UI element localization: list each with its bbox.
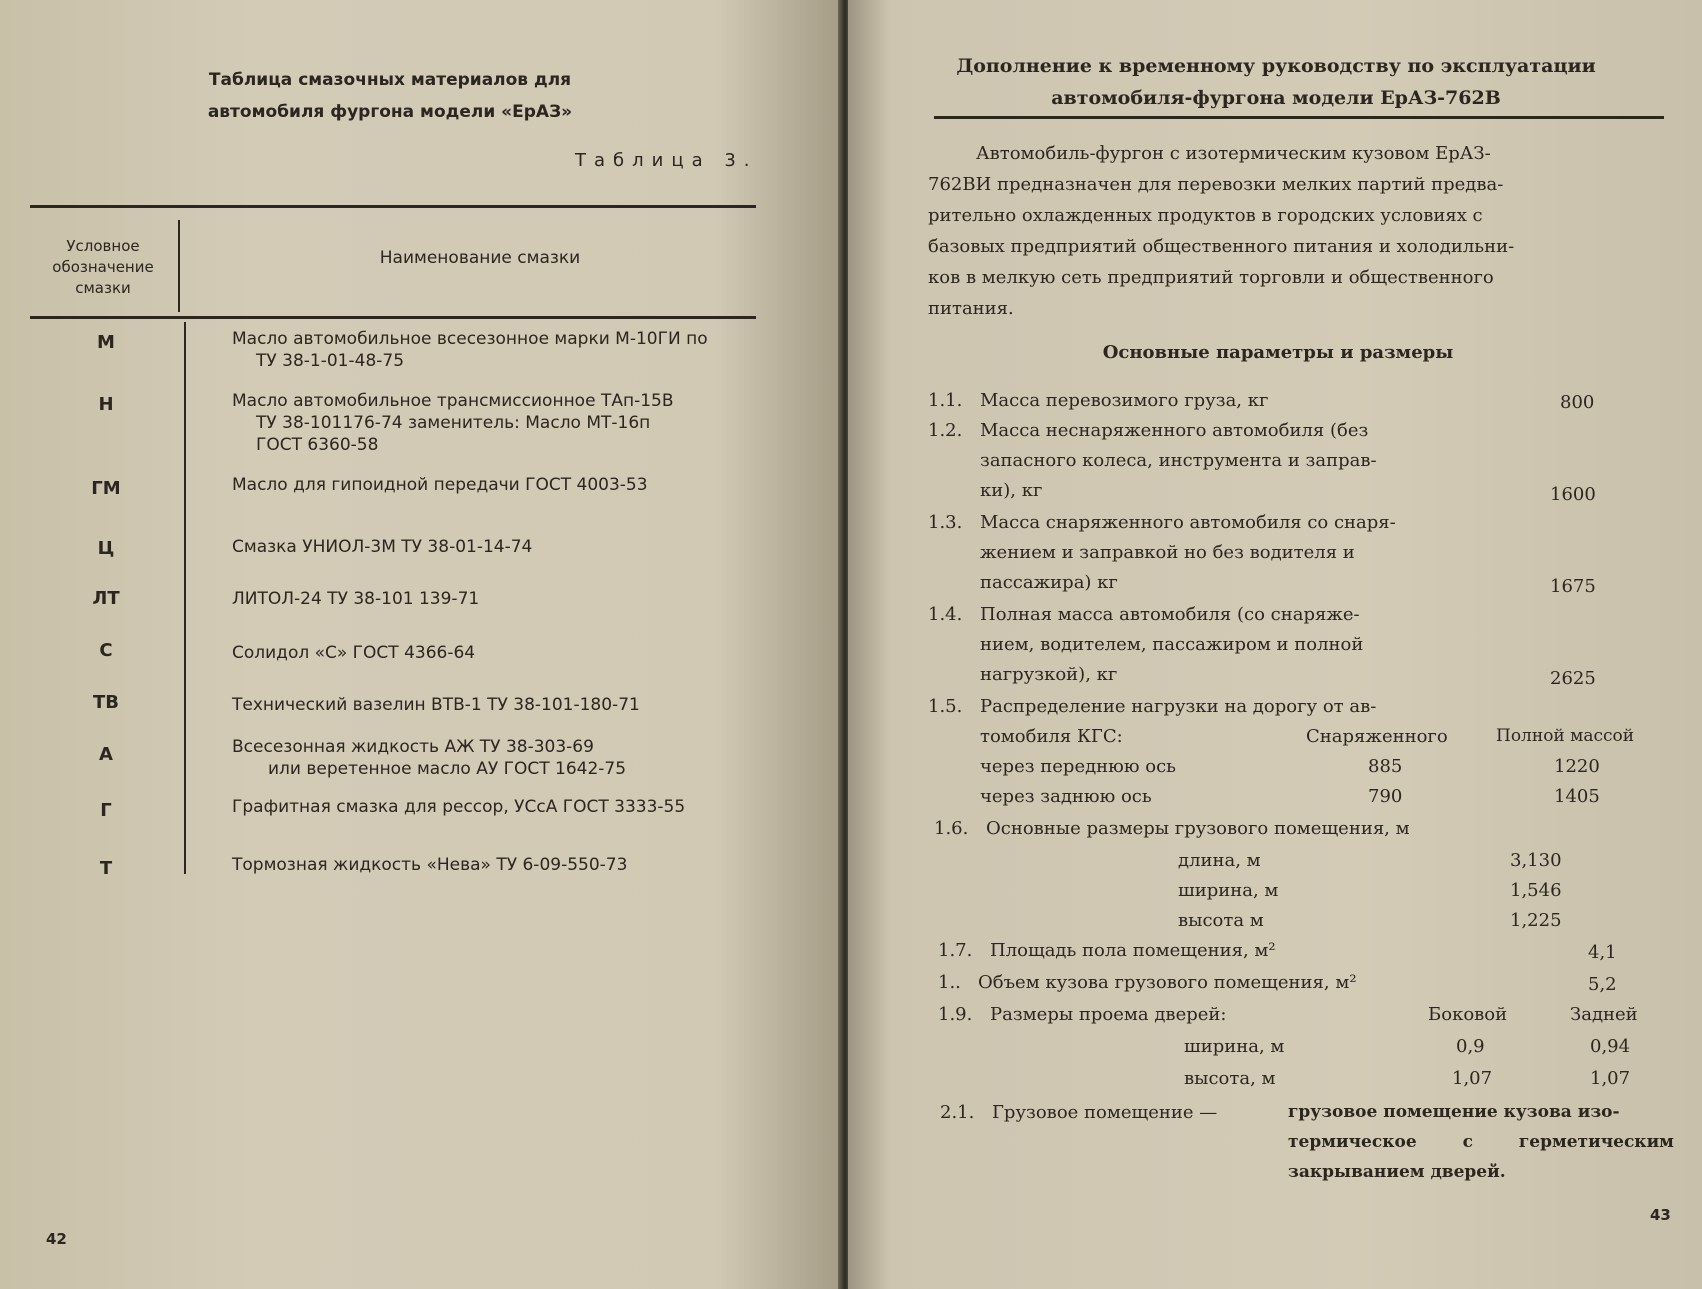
intro-line: рительно охлажденных продуктов в городских условиях с: [928, 205, 1483, 226]
param-value: 800: [1560, 392, 1595, 413]
row-description: [232, 796, 762, 818]
param-number: 1.7.: [938, 940, 973, 961]
param-number: 1.5.: [928, 696, 963, 717]
row-code: С: [99, 640, 113, 661]
column-header: Задней: [1570, 1004, 1638, 1025]
load-value: 790: [1368, 786, 1403, 807]
load-value: 1405: [1554, 786, 1600, 807]
header-name: Наименование смазки: [379, 248, 581, 268]
row-code: Г: [100, 800, 112, 821]
body-column-divider: [184, 322, 186, 874]
desc-line: или веретенное масло АУ ГОСТ 1642-75: [268, 759, 627, 779]
table-header-rule: [30, 316, 756, 319]
intro-line: ков в мелкую сеть предприятий торговли и общественного: [928, 267, 1494, 288]
param-number: 2.1.: [940, 1102, 975, 1123]
row-code: ТВ: [93, 692, 119, 713]
param-text: Основные размеры грузового помещения, м: [986, 818, 1410, 839]
row-description: [232, 536, 762, 558]
title-line-1: Таблица смазочных материалов для: [208, 70, 572, 90]
param-text: запасного колеса, инструмента и заправ-: [980, 450, 1377, 471]
dimension-label: высота м: [1178, 910, 1264, 931]
row-code: Н: [98, 394, 114, 415]
desc-line: Технический вазелин ВТВ-1 ТУ 38-101-180-71: [232, 695, 640, 715]
desc-line: Смазка УНИОЛ-3М ТУ 38-01-14-74: [232, 537, 533, 557]
column-header: Снаряженного: [1306, 726, 1448, 747]
param-number: 1.4.: [928, 604, 963, 625]
param-text: закрыванием дверей.: [1288, 1162, 1506, 1182]
row-code: М: [97, 332, 115, 353]
left-page: [0, 0, 842, 1289]
dimension-value: 1,546: [1510, 880, 1562, 901]
header-code-line: обозначение: [52, 258, 154, 276]
desc-line: ГОСТ 6360-58: [256, 435, 379, 455]
desc-line: ТУ 38-101176-74 заменитель: Масло МТ-16п: [256, 413, 651, 433]
param-number: 1..: [938, 972, 961, 993]
param-text: ки), кг: [980, 480, 1043, 501]
param-value: 4,1: [1588, 942, 1617, 963]
row-code: ГМ: [91, 478, 121, 499]
desc-line: ТУ 38-1-01-48-75: [256, 351, 405, 371]
row-code: ЛТ: [92, 588, 120, 609]
param-text: Грузовое помещение —: [992, 1102, 1218, 1123]
param-number: 1.6.: [934, 818, 969, 839]
intro-line: Автомобиль-фургон с изотермическим кузовом ЕрАЗ-: [976, 143, 1491, 164]
param-text: пассажира) кг: [980, 572, 1118, 593]
param-text: Распределение нагрузки на дорогу от ав-: [980, 696, 1377, 717]
load-value: 1220: [1554, 756, 1600, 777]
desc-line: ЛИТОЛ-24 ТУ 38-101 139-71: [232, 589, 480, 609]
param-text: термическое с герметическим: [1288, 1132, 1674, 1152]
page-number: 42: [46, 1230, 67, 1248]
dimension-label: ширина, м: [1178, 880, 1279, 901]
door-row-label: ширина, м: [1184, 1036, 1285, 1057]
page-number: 43: [1650, 1206, 1671, 1224]
row-code: Т: [99, 858, 113, 879]
param-number: 1.3.: [928, 512, 963, 533]
desc-line: Масло автомобильное всесезонное марки М-10ГИ по: [232, 329, 708, 349]
param-value: 5,2: [1588, 974, 1617, 995]
row-description: [232, 642, 762, 664]
param-text: жением и заправкой но без водителя и: [980, 542, 1355, 563]
section-subtitle: Основные параметры и размеры: [1102, 342, 1454, 363]
door-value: 1,07: [1452, 1068, 1493, 1089]
door-row-label: высота, м: [1184, 1068, 1276, 1089]
header-code: [36, 236, 170, 299]
header-code-line: смазки: [75, 279, 131, 297]
param-text: Полная масса автомобиля (со снаряже-: [980, 604, 1360, 625]
param-text: нагрузкой), кг: [980, 664, 1118, 685]
param-text: Объем кузова грузового помещения, м²: [978, 972, 1357, 993]
row-code: Ц: [97, 538, 115, 559]
row-description: [232, 694, 762, 716]
param-value: 1600: [1550, 484, 1596, 505]
row-description: [232, 854, 762, 876]
header-code-line: Условное: [66, 237, 140, 255]
desc-line: Графитная смазка для рессор, УСсА ГОСТ 3333-55: [232, 797, 686, 817]
supplement-title: [856, 50, 1696, 114]
param-value: 2625: [1550, 668, 1596, 689]
right-page: [848, 0, 1702, 1289]
row-description: [232, 588, 762, 610]
intro-paragraph: [928, 138, 1668, 324]
param-text: Масса перевозимого груза, кг: [980, 390, 1269, 411]
title-line-2: автомобиля фургона модели «ЕрАЗ»: [207, 102, 573, 122]
param-text: Масса неснаряженного автомобиля (без: [980, 420, 1369, 441]
load-row-label: через заднюю ось: [980, 786, 1152, 807]
dimension-value: 1,225: [1510, 910, 1562, 931]
param-text: Площадь пола помещения, м²: [990, 940, 1276, 961]
door-value: 0,94: [1590, 1036, 1631, 1057]
title-line-1: Дополнение к временному руководству по эксплуатации: [956, 55, 1596, 77]
column-header: Боковой: [1428, 1004, 1508, 1025]
desc-line: Солидол «С» ГОСТ 4366-64: [232, 643, 476, 663]
dimension-value: 3,130: [1510, 850, 1562, 871]
door-value: 1,07: [1590, 1068, 1631, 1089]
desc-line: Масло автомобильное трансмиссионное ТАп-15В: [232, 391, 674, 411]
desc-line: Масло для гипоидной передачи ГОСТ 4003-53: [232, 475, 648, 495]
door-value: 0,9: [1456, 1036, 1485, 1057]
param-text: Размеры проема дверей:: [990, 1004, 1227, 1025]
row-description: [232, 474, 762, 496]
load-row-label: через переднюю ось: [980, 756, 1176, 777]
intro-line: базовых предприятий общественного питания и холодильни-: [928, 236, 1515, 257]
load-value: 885: [1368, 756, 1403, 777]
row-description: [232, 736, 762, 780]
table-top-rule: [30, 205, 756, 208]
row-description: [232, 328, 762, 372]
row-description: [232, 390, 762, 456]
param-text: нием, водителем, пассажиром и полной: [980, 634, 1364, 655]
intro-line: 762ВИ предназначен для перевозки мелких партий предва-: [928, 174, 1504, 195]
title-line-2: автомобиля-фургона модели ЕрАЗ-762В: [1051, 87, 1501, 109]
param-text: Масса снаряженного автомобиля со снаря-: [980, 512, 1396, 533]
table-number: Таблица 3.: [575, 150, 758, 171]
row-code: А: [99, 744, 113, 765]
column-header: Полной массой: [1496, 726, 1635, 746]
param-value: 1675: [1550, 576, 1596, 597]
param-number: 1.9.: [938, 1004, 973, 1025]
param-text: грузовое помещение кузова изо-: [1288, 1102, 1620, 1122]
desc-line: Всесезонная жидкость АЖ ТУ 38-303-69: [232, 737, 594, 757]
lubricants-table-title: [190, 64, 590, 128]
title-underline: [934, 116, 1664, 119]
desc-line: Тормозная жидкость «Нева» ТУ 6-09-550-73: [232, 855, 628, 875]
param-text: томобиля КГС:: [980, 726, 1123, 747]
dimension-label: длина, м: [1178, 850, 1261, 871]
param-number: 1.2.: [928, 420, 963, 441]
intro-line: питания.: [928, 298, 1014, 319]
param-number: 1.1.: [928, 390, 963, 411]
